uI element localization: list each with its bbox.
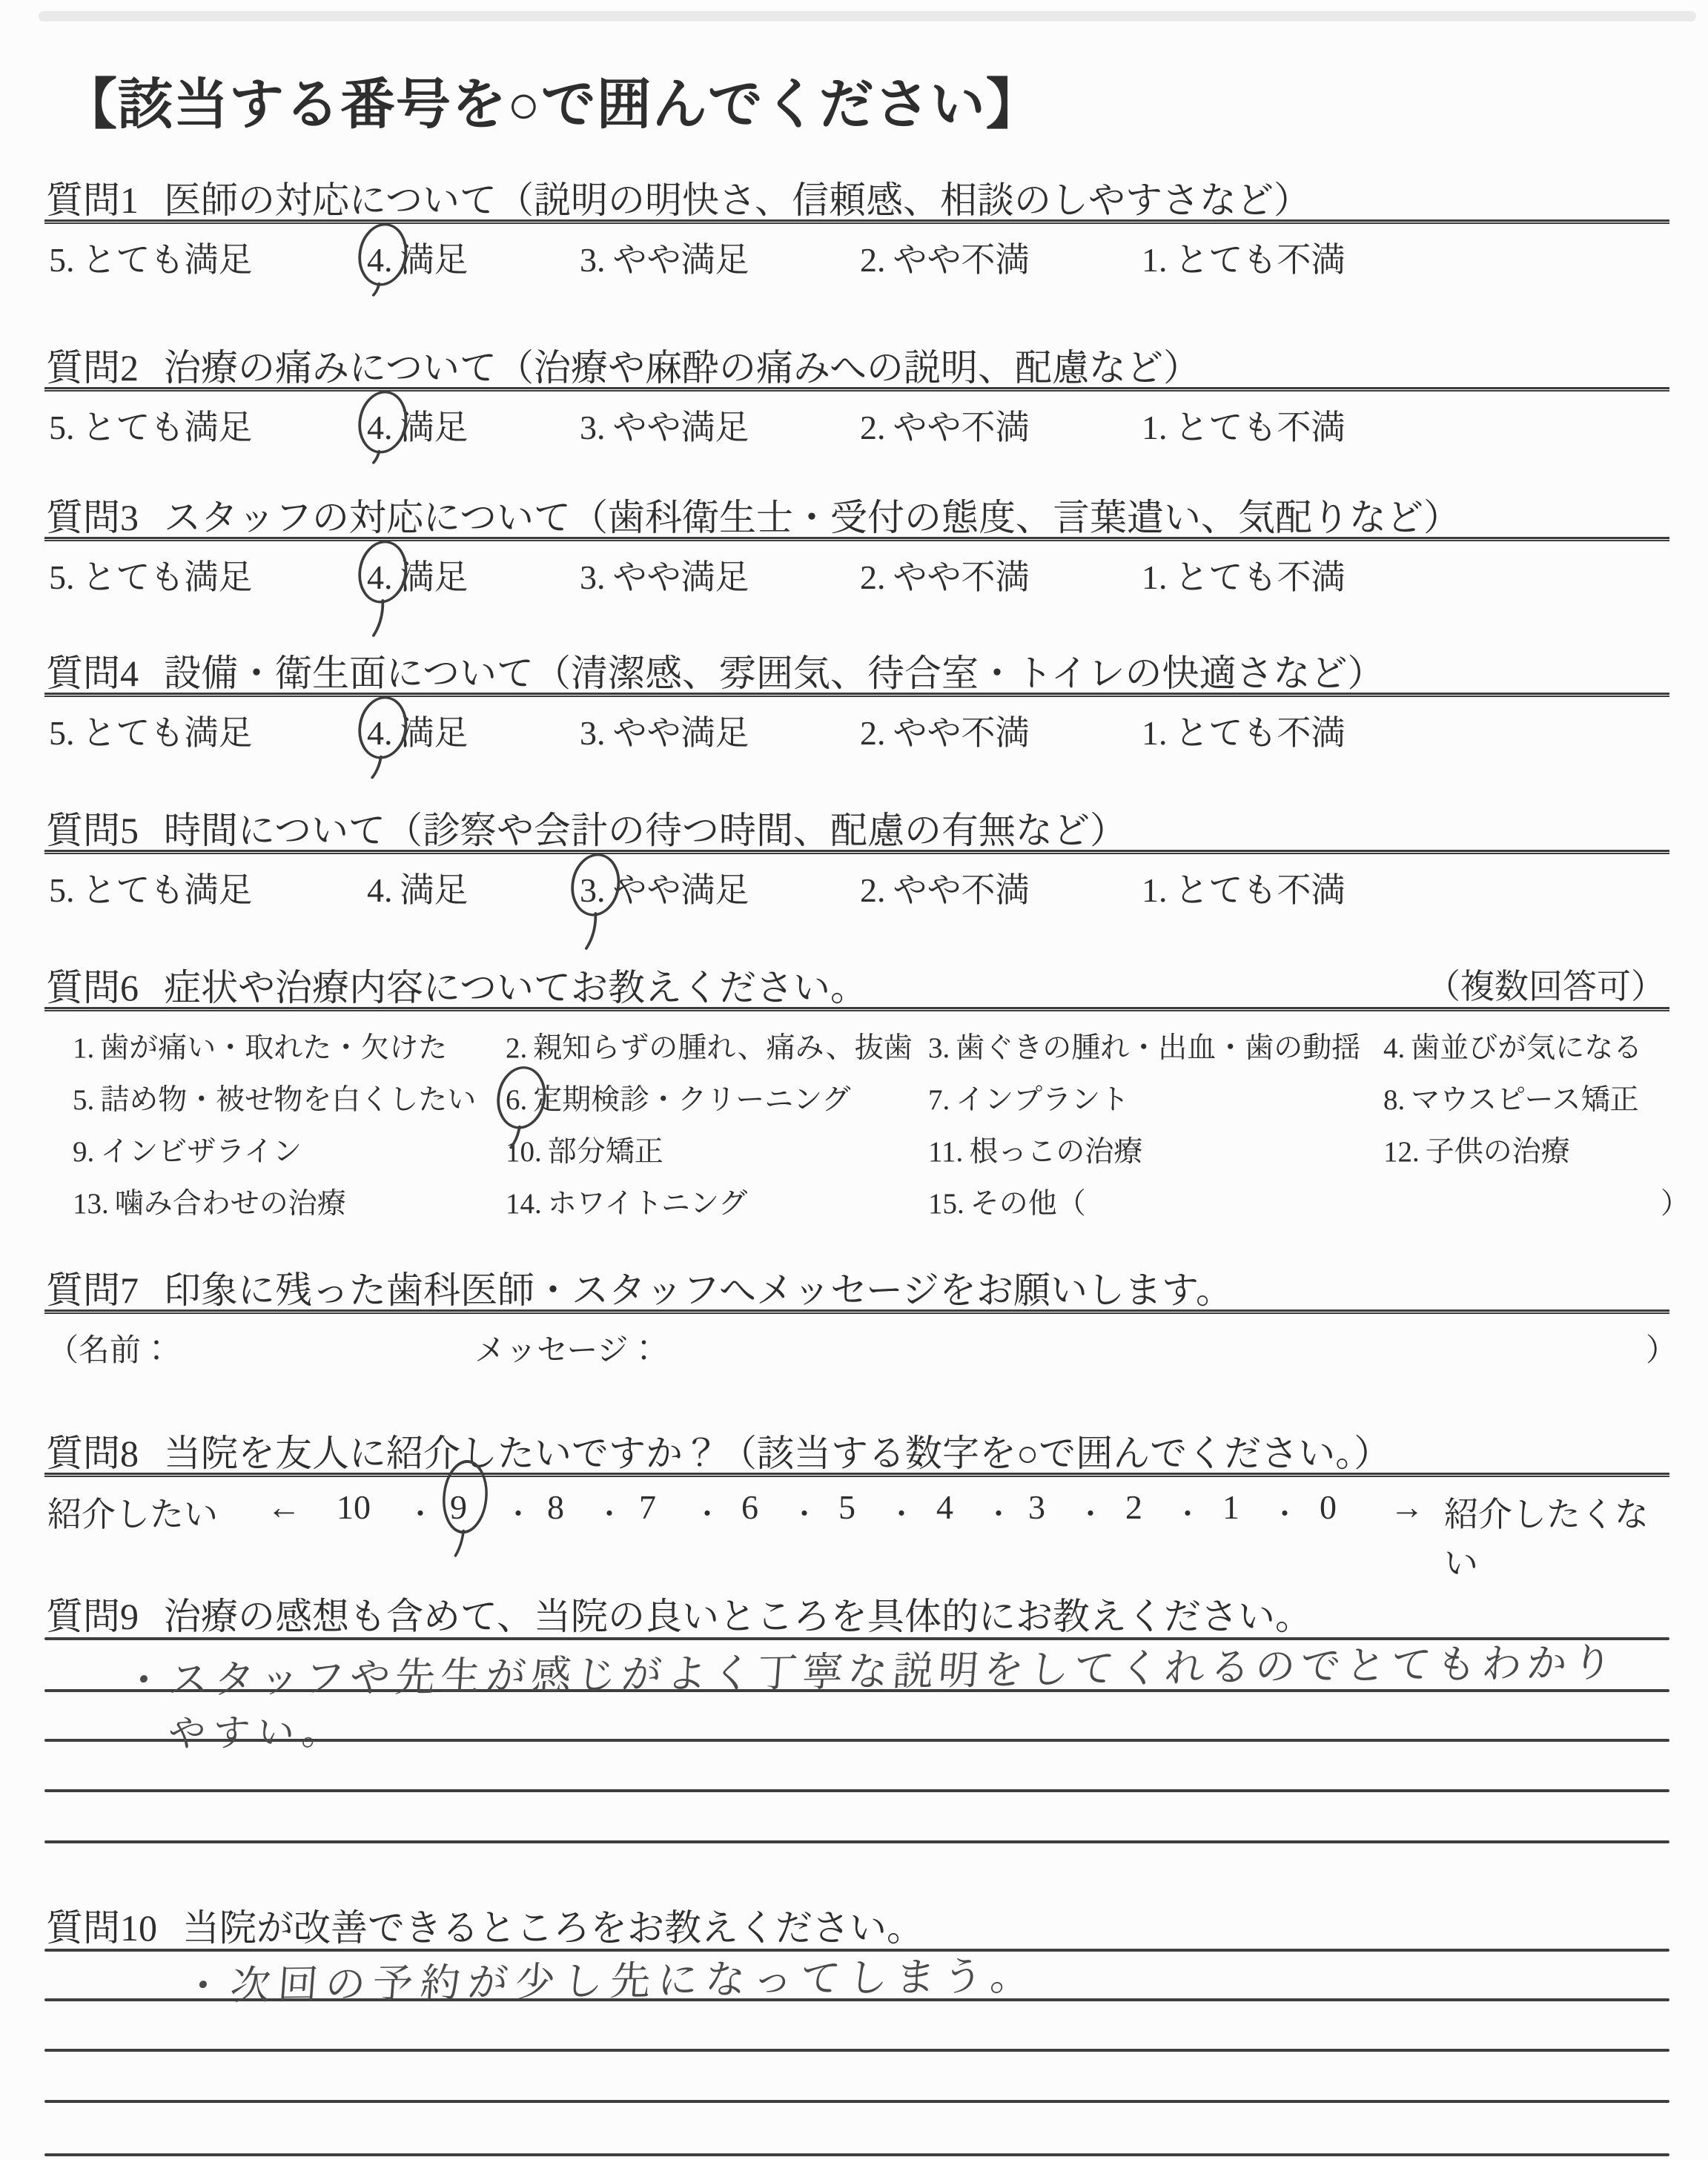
option-label: やや不満 — [893, 714, 1030, 752]
multi-answer-note: （複数回答可） — [1426, 968, 1665, 1005]
nps-number: 9 — [450, 1487, 467, 1527]
nps-number: 8 — [547, 1488, 564, 1526]
symptom-option — [928, 1077, 1129, 1118]
answer-line — [44, 2100, 1669, 2103]
nps-number: 6 — [741, 1488, 758, 1526]
name-label: （名前： — [47, 1334, 173, 1368]
symptom-option — [73, 1129, 302, 1170]
option-label: やや満足 — [612, 714, 749, 752]
question-number: 質問4 — [46, 653, 139, 694]
nps-number: 5 — [838, 1488, 855, 1526]
question-block-8 — [44, 1424, 1669, 1582]
question-block-3 — [44, 488, 1669, 629]
option-label: やや不満 — [893, 409, 1030, 446]
divider — [44, 1309, 1669, 1314]
scale-option — [49, 550, 253, 599]
nps-number: 10 — [337, 1488, 371, 1526]
scale-option — [1142, 706, 1345, 755]
question-number: 質問8 — [46, 1433, 139, 1474]
dot-separator: ・ — [887, 1499, 916, 1530]
question-title-row — [46, 644, 1385, 697]
other-close-paren: ） — [1661, 1188, 1690, 1220]
question-title-row — [46, 1898, 924, 1952]
option-number: 3. — [580, 558, 606, 596]
symptom-option — [928, 1129, 1142, 1170]
scale-option — [580, 233, 749, 282]
question-block-10 — [44, 1898, 1669, 2160]
scale-option — [580, 400, 749, 449]
option-number: 5. — [49, 871, 75, 909]
option-number: 14. — [506, 1188, 542, 1220]
option-number: 1. — [73, 1032, 95, 1064]
nps-right-label: 紹介したくない — [1444, 1496, 1649, 1582]
option-label: マウスピース矯正 — [1411, 1084, 1639, 1116]
scale-option — [1142, 863, 1345, 912]
handwritten-answer: やすい。 — [166, 1711, 348, 1754]
option-number: 5. — [49, 714, 75, 752]
option-number: 3. — [580, 871, 606, 910]
option-number: 8. — [1383, 1084, 1406, 1116]
option-number: 5. — [49, 241, 75, 279]
nps-number: 0 — [1320, 1488, 1337, 1526]
option-label: ホワイトニング — [547, 1188, 748, 1220]
question-title: 当院を友人に紹介したいですか？（該当する数字を○で囲んでください。） — [164, 1433, 1391, 1474]
option-label: 部分矯正 — [547, 1136, 663, 1168]
nps-number: 3 — [1028, 1488, 1045, 1526]
scan-artifact-band — [39, 11, 1696, 22]
left-arrow-icon: ← — [267, 1488, 301, 1526]
option-label: 子供の治療 — [1425, 1136, 1570, 1168]
question-title: 治療の痛みについて（治療や麻酔の痛みへの説明、配慮など） — [164, 347, 1200, 389]
option-number: 10. — [506, 1136, 542, 1168]
dot-separator: ・ — [1076, 1499, 1105, 1530]
scale-option — [580, 863, 749, 912]
divider — [44, 219, 1669, 224]
scale-option — [1142, 400, 1345, 449]
option-label: 歯ぐきの腫れ・出血・歯の動揺 — [956, 1032, 1361, 1064]
dot-separator: ・ — [1271, 1499, 1300, 1530]
scale-row — [44, 863, 1669, 922]
option-number: 2. — [860, 558, 886, 596]
scale-option — [1142, 550, 1345, 599]
scale-option — [367, 550, 469, 599]
option-label: とても不満 — [1174, 558, 1345, 596]
option-label: やや満足 — [612, 558, 749, 596]
dot-separator: ・ — [984, 1499, 1013, 1530]
option-number: 2. — [860, 871, 886, 909]
option-label: とても不満 — [1174, 409, 1345, 446]
option-number: 4. — [367, 871, 393, 909]
nps-number: 1 — [1222, 1488, 1239, 1526]
question-title-row — [46, 1261, 1233, 1314]
option-number: 9. — [73, 1136, 95, 1168]
question-title-row — [46, 1424, 1391, 1477]
scale-row — [44, 706, 1669, 765]
option-label: 定期検診・クリーニング — [533, 1084, 851, 1116]
option-number: 2. — [860, 409, 886, 446]
scale-option — [367, 706, 469, 755]
option-number: 4. — [367, 408, 393, 447]
question-number: 質問3 — [46, 497, 139, 538]
option-number: 1. — [1142, 871, 1168, 909]
scale-option — [49, 706, 253, 755]
option-number: 15. — [928, 1188, 964, 1220]
question-block-4 — [44, 644, 1669, 785]
question-block-2 — [44, 338, 1669, 479]
scale-option — [860, 550, 1030, 599]
option-label: 満足 — [400, 241, 469, 279]
scale-option — [49, 233, 253, 282]
option-label: やや満足 — [612, 241, 749, 279]
scale-option — [367, 400, 469, 449]
option-label: 満足 — [400, 558, 469, 596]
option-number: 2. — [860, 241, 886, 279]
right-arrow-icon: → — [1390, 1488, 1424, 1526]
divider — [44, 1473, 1669, 1477]
scale-row — [44, 400, 1669, 460]
answer-line — [44, 1789, 1669, 1792]
scale-option — [367, 863, 469, 912]
option-label: 親知らずの腫れ、痛み、抜歯 — [533, 1032, 913, 1064]
nps-number: 2 — [1125, 1488, 1142, 1526]
option-number: 5. — [73, 1084, 95, 1116]
scale-row — [44, 550, 1669, 610]
option-number: 12. — [1383, 1136, 1420, 1168]
handwritten-answer: ・スタッフや先生が感じがよく丁寧な説明をしてくれるのでとてもわかり — [122, 1640, 1620, 1703]
option-label: やや不満 — [893, 241, 1030, 279]
question-title: 当院が改善できるところをお教えください。 — [182, 1907, 924, 1949]
dot-separator: ・ — [693, 1499, 722, 1530]
option-label: 満足 — [400, 714, 469, 752]
option-label: 満足 — [400, 409, 469, 446]
scale-option — [49, 863, 253, 912]
option-number: 1. — [1142, 241, 1168, 279]
option-label: 噛み合わせの治療 — [114, 1188, 346, 1220]
option-label: 詰め物・被せ物を白くしたい — [100, 1084, 477, 1116]
question-title-row — [46, 1587, 1312, 1640]
scale-row — [44, 233, 1669, 292]
divider — [44, 537, 1669, 541]
nps-left-label: 紹介したい — [47, 1496, 218, 1533]
symptom-option — [506, 1129, 663, 1170]
symptom-options — [44, 958, 1669, 1240]
scale-option — [580, 550, 749, 599]
option-label: とても満足 — [82, 714, 253, 752]
option-number: 3. — [928, 1032, 950, 1064]
nps-number: 7 — [639, 1488, 656, 1526]
option-label: 根っこの治療 — [969, 1136, 1143, 1168]
question-block-9 — [44, 1587, 1669, 1854]
option-number: 4. — [367, 558, 393, 597]
option-number: 5. — [49, 558, 75, 596]
close-paren: ） — [1646, 1334, 1678, 1368]
scale-option — [860, 400, 1030, 449]
question-number: 質問10 — [46, 1907, 157, 1949]
question-block-1 — [44, 171, 1669, 311]
answer-line — [44, 1840, 1669, 1843]
symptom-option — [928, 1180, 1086, 1222]
option-label: やや不満 — [893, 871, 1030, 909]
option-label: とても不満 — [1174, 241, 1345, 279]
symptom-option — [1383, 1129, 1570, 1170]
symptom-option — [506, 1180, 747, 1222]
dot-separator: ・ — [595, 1499, 624, 1530]
scale-option — [860, 706, 1030, 755]
option-label: とても満足 — [82, 241, 253, 279]
option-number: 3. — [580, 241, 606, 279]
nps-number: 4 — [936, 1488, 953, 1526]
option-number: 3. — [580, 714, 606, 752]
dot-separator: ・ — [504, 1499, 533, 1530]
answer-line — [44, 2153, 1669, 2156]
question-title: 治療の感想も含めて、当院の良いところを具体的にお教えください。 — [164, 1596, 1312, 1637]
name-message-row — [44, 1326, 1678, 1370]
symptom-option — [73, 1180, 346, 1222]
option-label: とても不満 — [1174, 714, 1345, 752]
message-label: メッセージ： — [474, 1334, 660, 1368]
option-number: 2. — [860, 714, 886, 752]
option-number: 1. — [1142, 409, 1168, 446]
option-label: インプラント — [956, 1084, 1130, 1116]
option-label: とても不満 — [1174, 871, 1345, 909]
page-title: 【該当する番号を○で囲んでください】 — [62, 75, 1042, 136]
handwritten-answer: ・次回の予約が少し先になってしまう。 — [181, 1953, 1040, 2009]
divider — [44, 850, 1669, 854]
option-number: 6. — [506, 1083, 527, 1117]
option-label: 満足 — [400, 871, 469, 909]
symptom-option — [506, 1077, 850, 1118]
option-label: インビザライン — [100, 1136, 302, 1168]
question-title: スタッフの対応について（歯科衛生士・受付の態度、言葉遣い、気配りなど） — [164, 497, 1460, 538]
option-label: その他（ — [970, 1188, 1086, 1220]
option-label: やや満足 — [612, 871, 749, 909]
option-number: 1. — [1142, 558, 1168, 596]
option-number: 1. — [1142, 714, 1168, 752]
question-number: 質問7 — [46, 1269, 139, 1311]
scale-option — [1142, 233, 1345, 282]
question-number: 質問5 — [46, 810, 139, 851]
option-number: 5. — [49, 409, 75, 446]
option-number: 4. — [367, 713, 393, 753]
question-title-row — [46, 488, 1460, 541]
symptom-option — [1383, 1077, 1639, 1118]
question-title-row — [46, 338, 1200, 392]
option-number: 11. — [928, 1136, 964, 1168]
question-title-row — [46, 801, 1127, 854]
symptom-option — [73, 1077, 476, 1118]
divider — [44, 693, 1669, 697]
question-number: 質問6 — [46, 967, 139, 1008]
symptom-option — [506, 1025, 913, 1066]
symptom-option — [928, 1025, 1360, 1066]
option-label: やや不満 — [893, 558, 1030, 596]
option-number: 4. — [1383, 1032, 1406, 1064]
question-title-row — [46, 171, 1311, 224]
question-block-5 — [44, 801, 1669, 942]
divider — [44, 387, 1669, 392]
question-title: 時間について（診察や会計の待つ時間、配慮の有無など） — [164, 810, 1127, 851]
scale-option — [580, 706, 749, 755]
option-label: とても満足 — [82, 409, 253, 446]
question-block-6 — [44, 958, 1690, 1240]
question-number: 質問9 — [46, 1596, 139, 1637]
symptom-option — [73, 1025, 447, 1066]
option-label: とても満足 — [82, 871, 253, 909]
option-label: やや満足 — [612, 409, 749, 446]
question-title: 印象に残った歯科医師・スタッフへメッセージをお願いします。 — [164, 1269, 1233, 1311]
dot-separator: ・ — [790, 1499, 819, 1530]
scale-option — [860, 863, 1030, 912]
option-label: 歯並びが気になる — [1411, 1032, 1643, 1064]
question-block-7 — [44, 1261, 1678, 1372]
symptom-option — [1383, 1025, 1642, 1066]
scale-option — [367, 233, 469, 282]
option-number: 2. — [506, 1032, 528, 1064]
answer-line — [44, 2049, 1669, 2052]
option-number: 13. — [73, 1188, 109, 1220]
scale-option — [860, 233, 1030, 282]
question-number: 質問1 — [46, 179, 139, 221]
option-number: 3. — [580, 409, 606, 446]
dot-separator: ・ — [1174, 1499, 1202, 1530]
option-number: 7. — [928, 1084, 950, 1116]
option-label: とても満足 — [82, 558, 253, 596]
dot-separator: ・ — [406, 1499, 435, 1530]
nps-scale-row — [44, 1487, 1669, 1582]
question-title: 設備・衛生面について（清潔感、雰囲気、待合室・トイレの快適さなど） — [164, 653, 1385, 694]
option-number: 4. — [367, 240, 393, 280]
scale-option — [49, 400, 253, 449]
question-title: 症状や治療内容についてお教えください。 — [164, 967, 867, 1008]
question-title: 医師の対応について（説明の明快さ、信頼感、相談のしやすさなど） — [164, 179, 1311, 221]
question-number: 質問2 — [46, 347, 139, 389]
option-label: 歯が痛い・取れた・欠けた — [100, 1032, 448, 1064]
